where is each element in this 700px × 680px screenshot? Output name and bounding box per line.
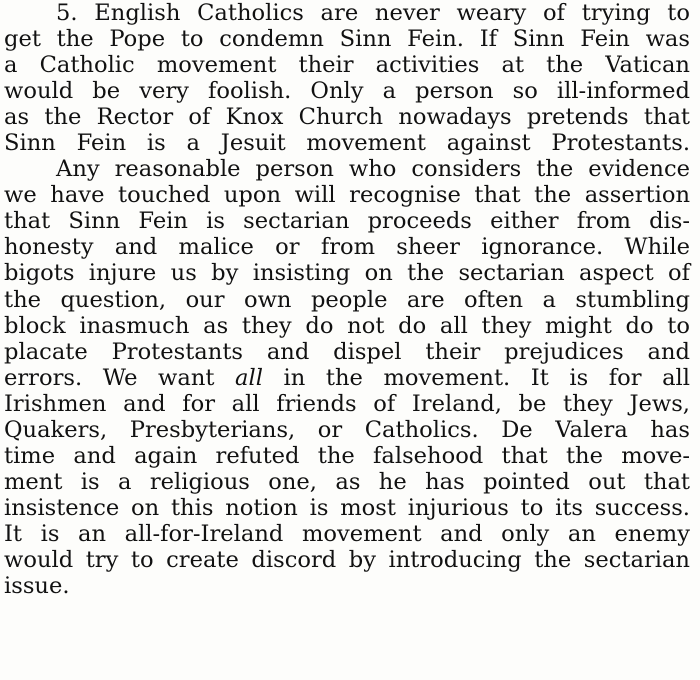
text-segment: errors. We want [4, 364, 236, 391]
text-line: Quakers, Presbyterians, or Catholics. De Valera has [4, 416, 690, 443]
text-line: It is an all-for-Ireland movement and only an enemy [4, 520, 690, 547]
text-line: would try to create discord by introducing the sectarian [4, 546, 690, 573]
text-line: a Catholic movement their activities at the Vatican [4, 52, 690, 79]
text-line: bigots injure us by insisting on the sectarian aspect of [4, 260, 690, 287]
text-line: Irishmen and for all friends of Ireland, be they Jews, [4, 390, 690, 417]
text-line: Sinn Fein is a Jesuit movement against Protestants. [4, 130, 690, 157]
text-line: placate Protestants and dispel their prejudices and [4, 338, 690, 365]
text-line: Any reasonable person who considers the evidence [56, 156, 690, 183]
text-line: insistence on this notion is most injurious to its success. [4, 494, 690, 521]
text-line-with-emphasis [4, 365, 690, 391]
text-line: get the Pope to condemn Sinn Fein. If Sinn Fein was [4, 26, 690, 53]
text-line: time and again refuted the falsehood that the move- [4, 442, 690, 469]
text-line: block inasmuch as they do not do all they might do to [4, 312, 690, 339]
text-line: that Sinn Fein is sectarian proceeds either from dis- [4, 208, 690, 235]
text-segment: in the movement. It is for all [262, 364, 690, 391]
text-line: issue. [4, 573, 70, 600]
emphasized-word: all [235, 364, 263, 391]
text-line: honesty and malice or from sheer ignorance. While [4, 234, 690, 261]
document-text [4, 0, 690, 599]
text-line: would be very foolish. Only a person so ill-informed [4, 78, 690, 105]
text-line: as the Rector of Knox Church nowadays pretends that [4, 104, 690, 131]
text-line: 5. English Catholics are never weary of trying to [56, 0, 690, 26]
text-line: we have touched upon will recognise that the assertion [4, 182, 690, 209]
text-line: ment is a religious one, as he has pointed out that [4, 468, 690, 495]
text-line: the question, our own people are often a stumbling [4, 286, 690, 313]
